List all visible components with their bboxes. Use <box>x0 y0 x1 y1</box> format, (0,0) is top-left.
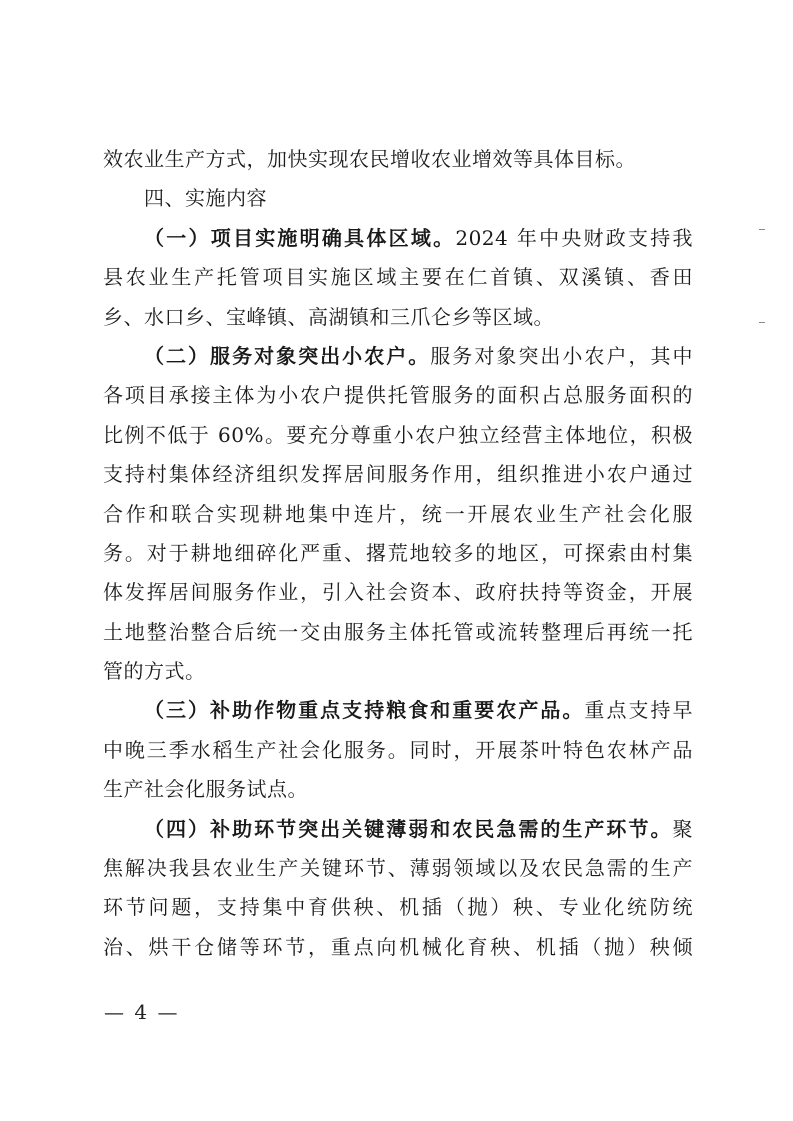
paragraph-line: 各项目承接主体为小农户提供托管服务的面积占总服务面积的 <box>103 383 693 408</box>
paragraph-line: 乡、水口乡、宝峰镇、高湖镇和三爪仑乡等区域。 <box>103 304 554 329</box>
paragraph-line: 管的方式。 <box>103 659 206 684</box>
paragraph-text: 服务对象突出小农户，其中 <box>430 343 694 368</box>
paragraph-line <box>103 810 693 849</box>
subsection-heading: （四）补助环节突出关键薄弱和农民急需的生产环节。 <box>144 816 673 841</box>
paragraph-text: 重点支持早 <box>584 698 694 723</box>
paragraph-text: 聚 <box>672 816 693 841</box>
paragraph-line: 土地整治整合后统一交由服务主体托管或流转整理后再统一托 <box>103 619 693 644</box>
paragraph-line: 县农业生产托管项目实施区域主要在仁首镇、双溪镇、香田 <box>103 265 693 290</box>
paragraph-line: 支持村集体经济组织发挥居间服务作用，组织推进小农户通过 <box>103 462 693 487</box>
document-body <box>103 140 693 967</box>
subsection-heading: （二）服务对象突出小农户。 <box>144 343 431 368</box>
subsection-heading: （三）补助作物重点支持粮食和重要农产品。 <box>144 698 585 723</box>
section-heading: 四、实施内容 <box>144 186 267 211</box>
paragraph-line: 比例不低于 60%。要充分尊重小农户独立经营主体地位，积极 <box>103 422 693 447</box>
paragraph-line: 生产社会化服务试点。 <box>103 777 308 802</box>
paragraph-line <box>103 219 693 258</box>
paragraph-line: 合作和联合实现耕地集中连片，统一开展农业生产社会化服 <box>103 501 693 526</box>
paragraph-line: 中晚三季水稻生产社会化服务。同时，开展茶叶特色农林产品 <box>103 737 693 762</box>
paragraph-line: 务。对于耕地细碎化严重、撂荒地较多的地区，可探索由村集 <box>103 540 693 565</box>
page-number: — 4 — <box>104 1000 180 1024</box>
margin-mark <box>759 322 765 323</box>
paragraph-line <box>103 337 693 376</box>
paragraph-line: 体发挥居间服务作业，引入社会资本、政府扶持等资金，开展 <box>103 580 693 605</box>
paragraph-line: 环节问题，支持集中育供秧、机插（抛）秧、专业化统防统 <box>103 895 693 920</box>
paragraph-text: 2024 年中央财政支持我 <box>455 225 694 250</box>
paragraph-line: 效农业生产方式，加快实现农民增收农业增效等具体目标。 <box>103 147 636 171</box>
paragraph-line: 治、烘干仓储等环节，重点向机械化育秧、机插（抛）秧倾 <box>103 934 693 959</box>
paragraph-line: 焦解决我县农业生产关键环节、薄弱领域以及农民急需的生产 <box>103 856 693 881</box>
margin-mark <box>759 229 765 230</box>
subsection-heading: （一）项目实施明确具体区域。 <box>144 225 456 250</box>
paragraph-line <box>103 691 693 730</box>
